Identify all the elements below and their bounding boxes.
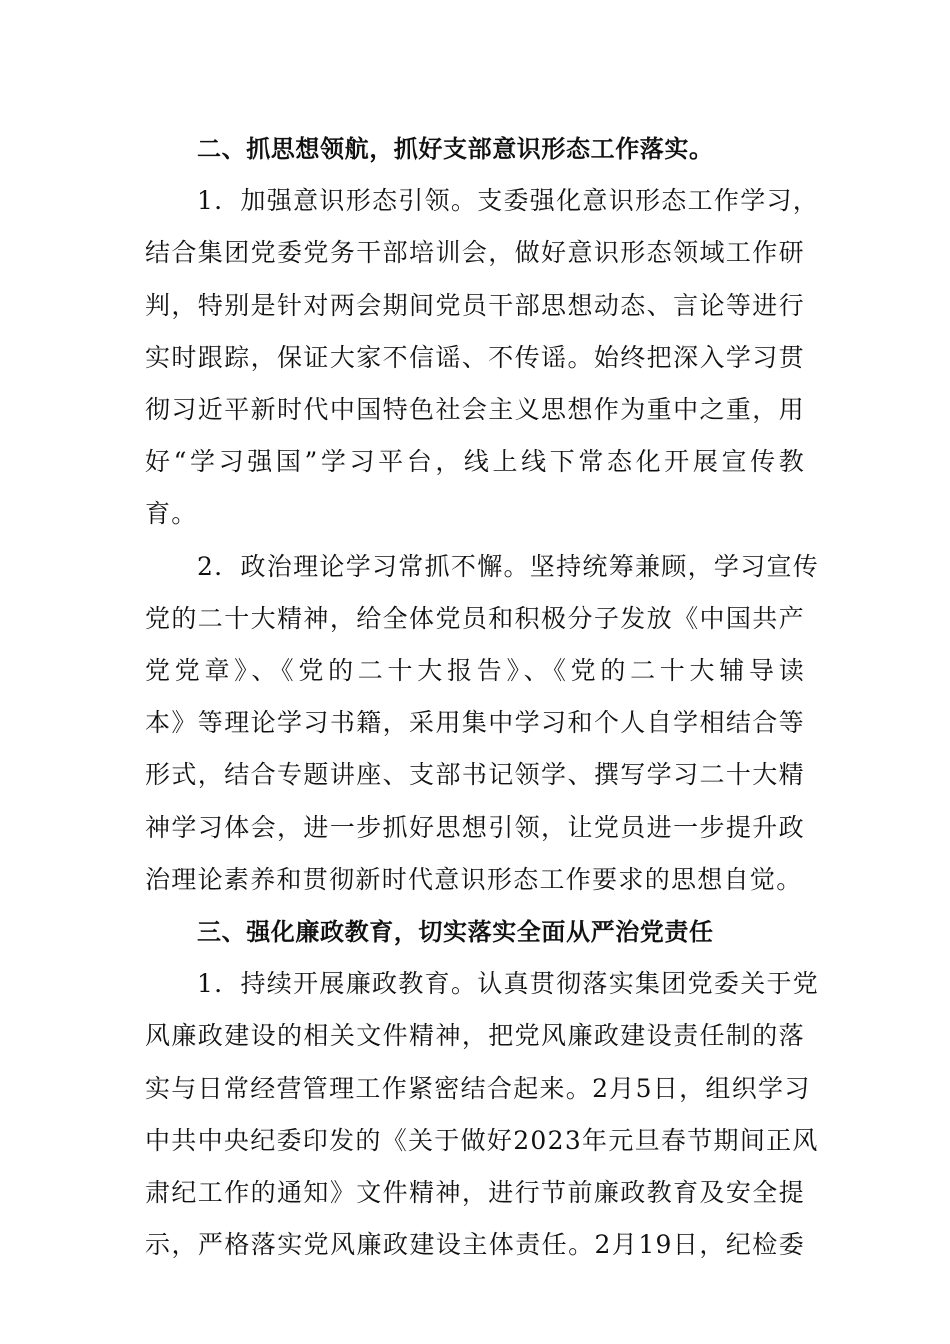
text-line: 判，特别是针对两会期间党员干部思想动态、言论等进行: [145, 290, 805, 320]
text-line: 实与日常经营管理工作紧密结合起来。2月5日，组织学习: [145, 1073, 811, 1103]
text-line: 中共中央纪委印发的《关于做好2023年元旦春节期间正风: [145, 1125, 819, 1155]
section-heading-3: 三、强化廉政教育，切实落实全面从严治党责任: [197, 918, 714, 947]
text-line: 育。: [145, 499, 198, 529]
section-heading-2: 二、抓思想领航，抓好支部意识形态工作落实。: [197, 135, 714, 163]
text-line: 党的二十大精神，给全体党员和积极分子发放《中国共产: [145, 603, 805, 633]
document-page: [145, 123, 820, 1271]
text-line: 彻习近平新时代中国特色社会主义思想作为重中之重，用: [145, 395, 805, 425]
paragraph-2-2: [145, 541, 820, 906]
text-line: 治理论素养和贯彻新时代意识形态工作要求的思想自觉。: [145, 864, 803, 894]
text-line: 肃纪工作的通知》文件精神，进行节前廉政教育及安全提: [145, 1178, 805, 1208]
text-line: 结合集团党委党务干部培训会，做好意识形态领域工作研: [145, 238, 805, 268]
text-line: 风廉政建设的相关文件精神，把党风廉政建设责任制的落: [145, 1021, 805, 1051]
text-line: 示，严格落实党风廉政建设主体责任。2月19日，纪检委: [145, 1230, 805, 1260]
text-line: 好“学习强国”学习平台，线上线下常态化开展宣传教: [145, 447, 805, 477]
text-line: 2．政治理论学习常抓不懈。坚持统筹兼顾，学习宣传: [197, 551, 820, 581]
text-line: 实时跟踪，保证大家不信谣、不传谣。始终把深入学习贯: [145, 342, 805, 372]
text-line: 1．持续开展廉政教育。认真贯彻落实集团党委关于党: [197, 969, 820, 999]
paragraph-2-1: [145, 175, 820, 540]
text-line: 1．加强意识形态引领。支委强化意识形态工作学习，: [197, 186, 820, 216]
text-line: 党党章》、《党的二十大报告》、《党的二十大辅导读: [145, 656, 805, 686]
text-line: 本》等理论学习书籍，采用集中学习和个人自学相结合等: [145, 708, 805, 738]
text-line: 神学习体会，进一步抓好思想引领，让党员进一步提升政: [145, 812, 805, 842]
paragraph-3-1: [145, 958, 820, 1271]
text-line: 形式，结合专题讲座、支部书记领学、撰写学习二十大精: [145, 760, 805, 790]
